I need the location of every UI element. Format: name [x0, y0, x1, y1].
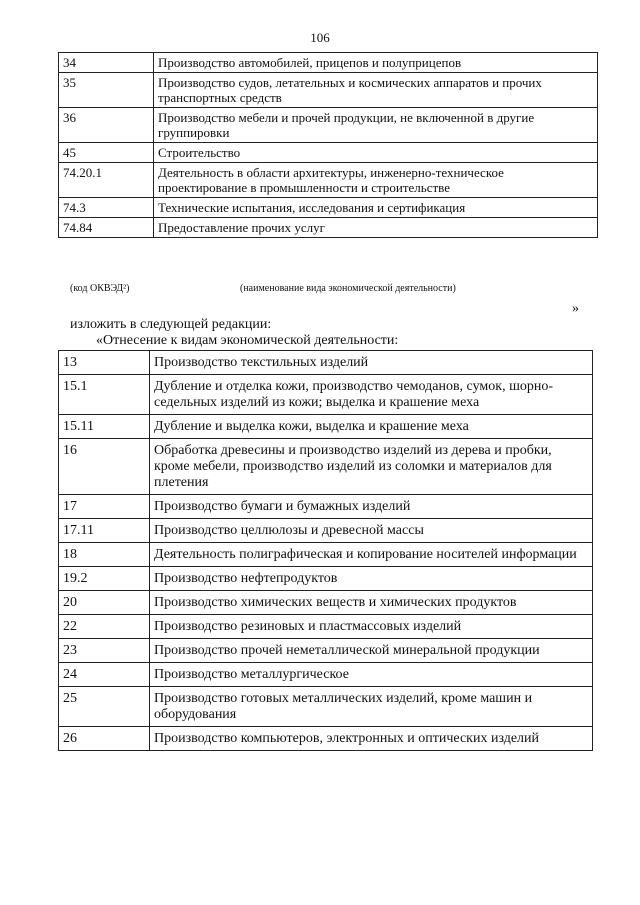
activity-name-cell: Производство компьютеров, электронных и оптических изделий [150, 727, 593, 751]
activity-name-cell: Дубление и выделка кожи, выделка и крашение меха [150, 415, 593, 439]
activity-name-cell: Производство химических веществ и химических продуктов [150, 591, 593, 615]
table-row [59, 543, 593, 567]
okved-code-cell: 23 [59, 639, 150, 663]
okved-code-cell: 45 [59, 143, 154, 163]
okved-code-cell: 18 [59, 543, 150, 567]
table-row [59, 375, 593, 415]
activity-name-cell: Производство металлургическое [150, 663, 593, 687]
table-row [59, 495, 593, 519]
activity-name-cell: Производство судов, летательных и космических аппаратов и прочих транспортных средств [154, 73, 598, 108]
table-row [59, 567, 593, 591]
table-row [59, 727, 593, 751]
table-row [59, 663, 593, 687]
okved-code-cell: 20 [59, 591, 150, 615]
caption-code: (код ОКВЭД²) [70, 283, 130, 294]
okved-code-cell: 24 [59, 663, 150, 687]
activity-name-cell: Производство резиновых и пластмассовых изделий [150, 615, 593, 639]
activity-name-cell: Предоставление прочих услуг [154, 218, 598, 238]
activity-name-cell: Деятельность в области архитектуры, инженерно-техническое проектирование в промышленности и строительстве [154, 163, 598, 198]
table-row [59, 415, 593, 439]
okved-table-bottom [58, 350, 593, 751]
activity-name-cell: Производство целлюлозы и древесной массы [150, 519, 593, 543]
activity-name-cell: Технические испытания, исследования и сертификация [154, 198, 598, 218]
page-number: 106 [310, 30, 330, 45]
okved-code-cell: 22 [59, 615, 150, 639]
activity-name-cell: Строительство [154, 143, 598, 163]
table-row [59, 615, 593, 639]
table-row [59, 108, 598, 143]
table-row [59, 53, 598, 73]
okved-code-cell: 35 [59, 73, 154, 108]
activity-name-cell: Обработка древесины и производство изделий из дерева и пробки, кроме мебели, производство изделий из соломки и материалов для плетения [150, 439, 593, 495]
okved-code-cell: 25 [59, 687, 150, 727]
table-row [59, 163, 598, 198]
okved-code-cell: 17 [59, 495, 150, 519]
okved-code-cell: 34 [59, 53, 154, 73]
table-row [59, 73, 598, 108]
table-row [59, 519, 593, 543]
activity-name-cell: Производство готовых металлических изделий, кроме машин и оборудования [150, 687, 593, 727]
activity-name-cell: Производство прочей неметаллической минеральной продукции [150, 639, 593, 663]
activity-name-cell: Производство мебели и прочей продукции, не включенной в другие группировки [154, 108, 598, 143]
table-row [59, 639, 593, 663]
table-row [59, 687, 593, 727]
activity-name-cell: Производство текстильных изделий [150, 351, 593, 375]
table-row [59, 591, 593, 615]
okved-code-cell: 15.11 [59, 415, 150, 439]
closing-quote: » [572, 301, 579, 316]
table-row [59, 351, 593, 375]
okved-code-cell: 17.11 [59, 519, 150, 543]
table-row [59, 218, 598, 238]
okved-code-cell: 13 [59, 351, 150, 375]
okved-code-cell: 36 [59, 108, 154, 143]
table-row [59, 439, 593, 495]
okved-code-cell: 74.84 [59, 218, 154, 238]
okved-code-cell: 74.3 [59, 198, 154, 218]
activity-name-cell: Деятельность полиграфическая и копирование носителей информации [150, 543, 593, 567]
intro-line-1: изложить в следующей редакции: [70, 317, 272, 332]
activity-name-cell: Производство бумаги и бумажных изделий [150, 495, 593, 519]
activity-name-cell: Производство автомобилей, прицепов и полуприцепов [154, 53, 598, 73]
intro-line-2: «Отнесение к видам экономической деятельности: [96, 333, 399, 348]
table-row [59, 198, 598, 218]
okved-table-top [58, 52, 598, 238]
caption-name: (наименование вида экономической деятельности) [240, 283, 456, 294]
table-row [59, 143, 598, 163]
okved-code-cell: 16 [59, 439, 150, 495]
okved-code-cell: 26 [59, 727, 150, 751]
okved-code-cell: 74.20.1 [59, 163, 154, 198]
activity-name-cell: Дубление и отделка кожи, производство чемоданов, сумок, шорно-седельных изделий из кожи; выделка и крашение меха [150, 375, 593, 415]
okved-code-cell: 15.1 [59, 375, 150, 415]
activity-name-cell: Производство нефтепродуктов [150, 567, 593, 591]
okved-code-cell: 19.2 [59, 567, 150, 591]
